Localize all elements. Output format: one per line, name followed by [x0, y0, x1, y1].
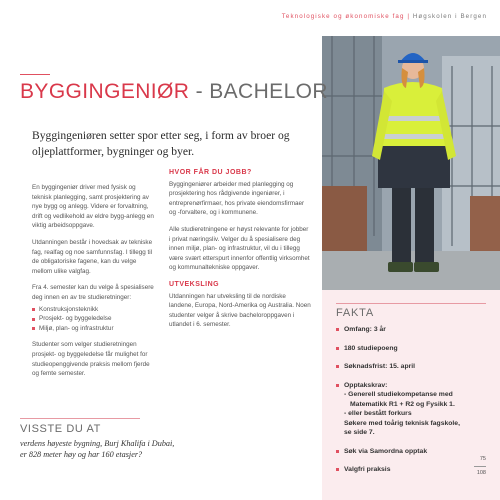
- fun-fact-rule: [20, 418, 140, 419]
- exchange-heading: UTVEKSLING: [169, 280, 220, 288]
- fact-requirements-line-4: Søkere med toårig teknisk fagskole,: [344, 419, 460, 427]
- career-paragraph-1: Byggingeniører arbeider med planlegging og prosjektering hos rådgivende ingeniører, i entreprenørfirmaer, hos private eiendomsfirmaer og -forvaltere, og i kommunene.: [169, 180, 305, 217]
- running-header-section: Teknologiske og økonomiske fag |: [281, 13, 411, 20]
- facts-heading: FAKTA: [336, 307, 375, 319]
- title-rule: [20, 74, 50, 75]
- facts-list: [336, 325, 486, 484]
- page-title: [20, 80, 328, 104]
- fact-requirements-line-5: se side 7.: [344, 429, 375, 436]
- intro-column: [32, 183, 156, 386]
- career-paragraph-2: Alle studieretningene er høyst relevante for jobber i privat næringsliv. Velger du å spesialisere deg innen miljø, plan- og infrastruktur, vil du i tillegg være svært etterspurt innenfor offentlig virksomhet og kommunaltekniske oppgaver.: [169, 225, 310, 272]
- running-header-school: Høgskolen i Bergen: [412, 13, 487, 20]
- exchange-paragraph: Utdanningen har utveksling til de nordiske landene, Europa, Nord-Amerika og Australia. Noen studenter velger å skrive bacheloroppgaven i utlandet i 6. semester.: [169, 292, 311, 329]
- fun-fact-line-2: er 828 meter høy og har 160 etasjer?: [20, 450, 143, 459]
- fun-fact-heading: VISSTE DU AT: [20, 423, 101, 435]
- intro-paragraph-3: Fra 4. semester kan du velge å spesialisere deg innen en av tre studieretninger:: [32, 284, 154, 301]
- intro-paragraph-4: Studenter som velger studieretningen prosjekt- og byggeledelse får mulighet for studieopenggivende praksis mellom fjerde og femte semester.: [32, 341, 150, 378]
- specialization-list: [32, 305, 156, 334]
- fact-credits: 180 studiepoeng: [336, 344, 486, 354]
- student-photo: [322, 36, 500, 290]
- page-title-main: BYGGINGENIØR: [20, 80, 190, 103]
- fun-fact-line-1: verdens høyeste bygning, Burj Khalifa i Dubai,: [20, 439, 175, 448]
- page-total: 108: [476, 470, 486, 476]
- list-item: Konstruksjonsteknikk: [32, 305, 156, 315]
- construction-site-illustration: [322, 36, 500, 290]
- career-heading: HVOR FÅR DU JOBB?: [169, 169, 252, 176]
- career-column: [169, 168, 311, 337]
- lead-paragraph: Byggingeniøren setter spor etter seg, i form av broer og oljeplattformer, bygninger og byer.: [32, 129, 290, 158]
- fact-duration: Omfang: 3 år: [336, 325, 486, 335]
- fun-fact-text: [20, 438, 280, 460]
- facts-rule: [336, 303, 486, 304]
- fact-requirements-label: Opptakskrav:: [344, 381, 388, 389]
- fact-requirements-line-3: - eller bestått forkurs: [344, 410, 412, 417]
- fact-requirements: [336, 381, 486, 438]
- running-header: [282, 13, 487, 20]
- fact-requirements-line-2: Matematikk R1 + R2 og Fysikk 1.: [350, 400, 455, 408]
- intro-paragraph-1: En byggingeniør driver med fysisk og teknisk planlegging, samt prosjektering av nye bygg og anlegg. Videre er forvaltning, drift og vedlikehold av eldre bygg-anlegg en viktig arbeidsoppgave.: [32, 184, 154, 230]
- fact-practice: Valgfri praksis: [336, 465, 486, 475]
- page-number-rule: [474, 466, 486, 467]
- fact-requirements-line-1: - Generell studiekompetanse med: [344, 391, 453, 398]
- fact-deadline: Søknadsfrist: 15. april: [336, 362, 486, 372]
- fun-fact-box: [20, 418, 280, 460]
- facts-box: [322, 290, 500, 500]
- page-number: 75: [479, 456, 486, 462]
- fact-apply: Søk via Samordna opptak: [336, 447, 486, 457]
- list-item: Prosjekt- og byggeledelse: [32, 314, 156, 324]
- page-title-separator: -: [195, 80, 203, 103]
- page-title-sub: BACHELOR: [209, 80, 328, 103]
- list-item: Miljø, plan- og infrastruktur: [32, 324, 156, 334]
- intro-paragraph-2: Utdanningen består i hovedsak av tekniske fag, realfag og noe samfunnsfag. I tillegg til de obligatoriske fagene, kan du velge mellom ulike valgfag.: [32, 238, 153, 275]
